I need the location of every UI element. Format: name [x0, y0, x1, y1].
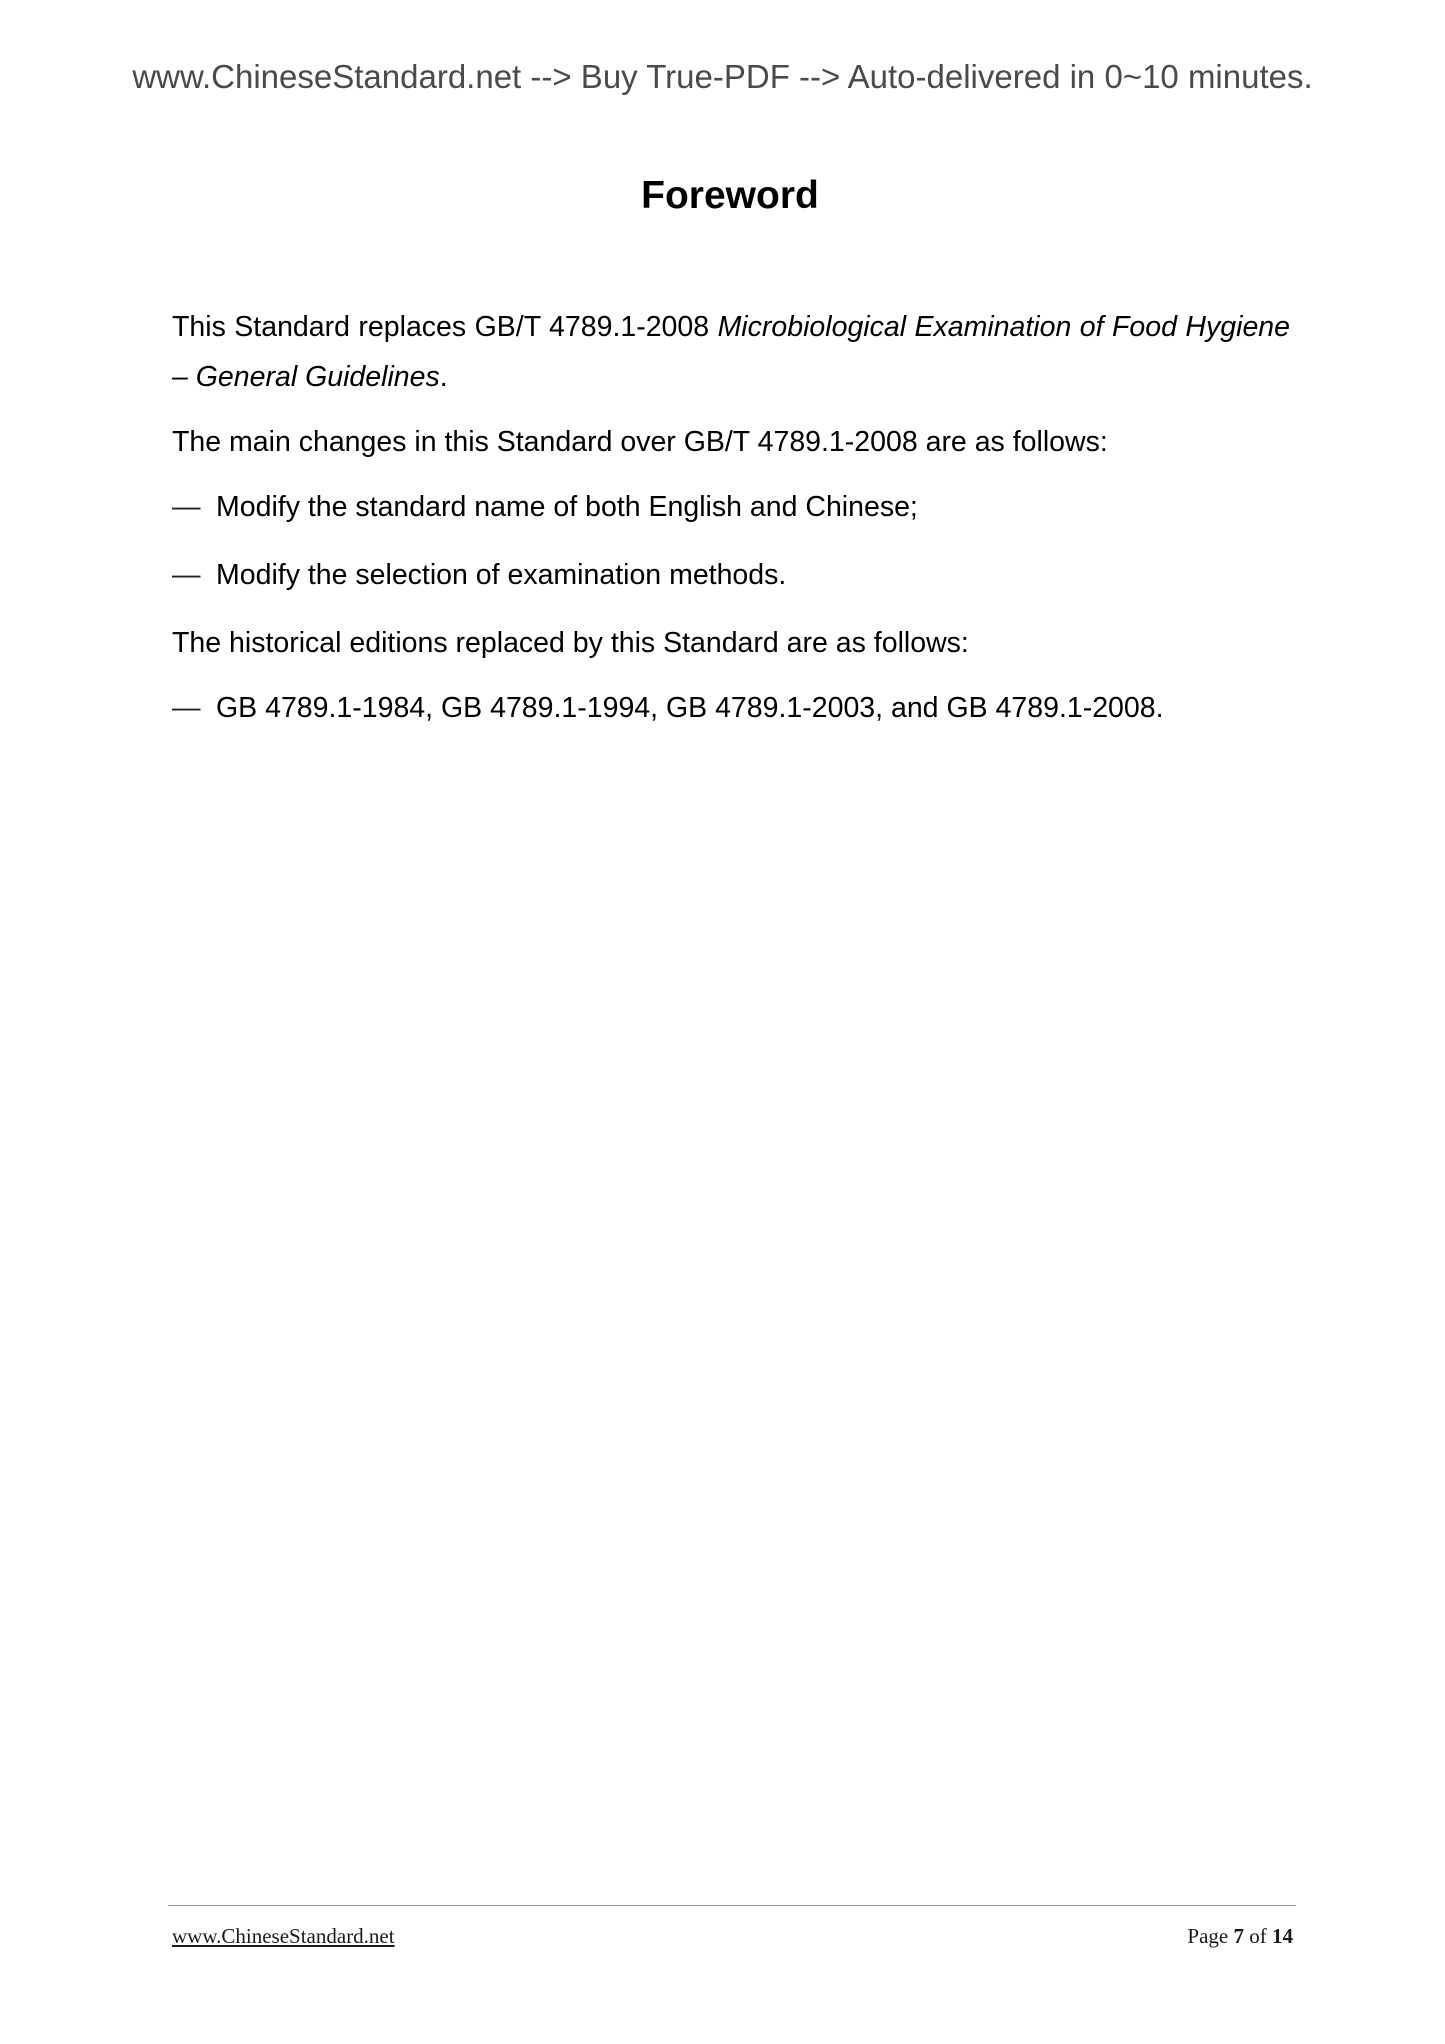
intro-italic-title: Microbiological Examination of Food Hygiene – General Guidelines [172, 311, 1290, 393]
page-number [1187, 1924, 1293, 1949]
changes-heading: The main changes in this Standard over GB/T 4789.1-2008 are as follows: [172, 426, 1108, 458]
page-label: Page [1187, 1924, 1229, 1948]
history-heading: The historical editions replaced by this Standard are as follows: [172, 627, 969, 659]
list-item [172, 550, 1290, 600]
intro-paragraph [172, 302, 1290, 402]
bullet-dash: — [172, 692, 201, 724]
page-current: 7 [1233, 1924, 1244, 1948]
page-total: 14 [1272, 1924, 1293, 1948]
footer-divider [168, 1905, 1296, 1906]
footer-link[interactable]: www.ChineseStandard.net [172, 1924, 395, 1948]
list-item [172, 683, 1290, 733]
page-title: Foreword [641, 174, 819, 217]
bullet-dash: — [172, 559, 201, 591]
list-item [172, 482, 1290, 532]
header-banner[interactable]: www.ChineseStandard.net --> Buy True-PDF --> Auto-delivered in 0~10 minutes. [132, 58, 1313, 95]
intro-prefix: This Standard replaces GB/T 4789.1-2008 [172, 311, 718, 343]
change-item: Modify the standard name of both English and Chinese; [216, 491, 918, 523]
page-of: of [1249, 1924, 1267, 1948]
intro-suffix: . [439, 361, 448, 393]
change-item: Modify the selection of examination methods. [216, 559, 787, 591]
history-item: GB 4789.1-1984, GB 4789.1-1994, GB 4789.1-2003, and GB 4789.1-2008. [216, 692, 1164, 724]
foreword-content [172, 302, 1290, 751]
bullet-dash: — [172, 491, 201, 523]
